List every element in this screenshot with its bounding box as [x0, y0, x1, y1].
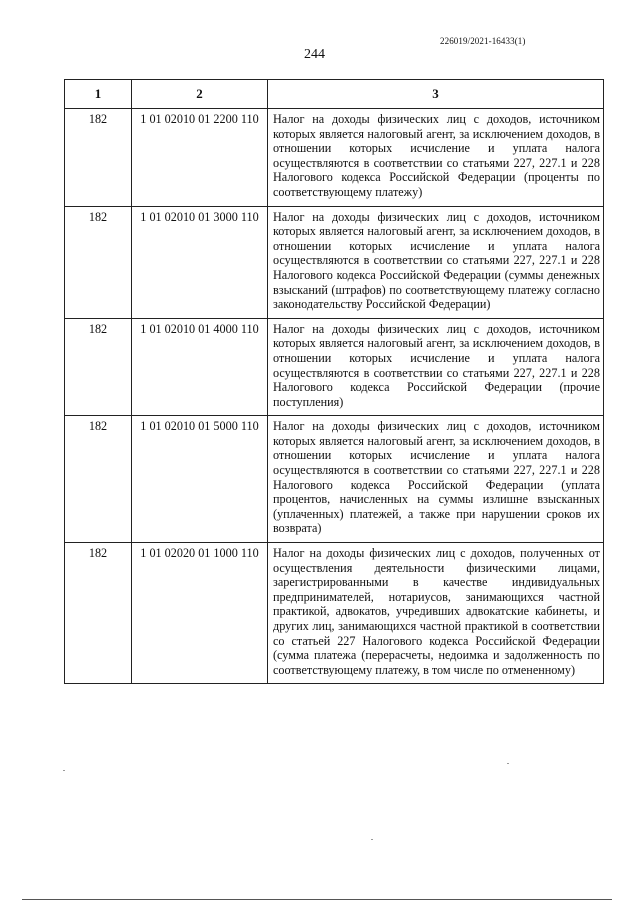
admin-code-cell: 182 [65, 318, 132, 416]
budget-classification-code-cell: 1 01 02010 01 5000 110 [132, 416, 268, 543]
scan-speck [371, 839, 373, 840]
table-row [65, 318, 604, 416]
budget-classification-code-cell: 1 01 02010 01 4000 110 [132, 318, 268, 416]
admin-code-cell: 182 [65, 543, 132, 684]
table-row [65, 109, 604, 207]
revenue-description-cell: Налог на доходы физических лиц с доходов, источником которых является налоговый агент, за исключением доходов, в отношении которых исчисление и уплата налога осуществляются в соответствии со статьями 227, 227.1 и 228 Налогового кодекса Российской Федерации (суммы денежных взысканий (штрафов) по соответствующему платежу согласно законодательству Российской Федерации) [268, 206, 604, 318]
scan-edge-line [22, 899, 612, 900]
revenue-description-cell: Налог на доходы физических лиц с доходов, полученных от осуществления деятельности физическими лицами, зарегистрированными в качестве индивидуальных предпринимателей, нотариусов, занимающихся частной практикой, адвокатов, учредивших адвокатские кабинеты, и других лиц, занимающихся частной практикой в соответствии со статьей 227 Налогового кодекса Российской Федерации (сумма платежа (перерасчеты, недоимка и задолженность по соответствующему платежу, в том числе по отмененному) [268, 543, 604, 684]
scan-speck [63, 770, 65, 771]
revenue-description-cell: Налог на доходы физических лиц с доходов, источником которых является налоговый агент, за исключением доходов, в отношении которых исчисление и уплата налога осуществляются в соответствии со статьями 227, 227.1 и 228 Налогового кодекса Российской Федерации (прочие поступления) [268, 318, 604, 416]
revenue-description-cell: Налог на доходы физических лиц с доходов, источником которых является налоговый агент, за исключением доходов, в отношении которых исчисление и уплата налога осуществляются в соответствии со статьями 227, 227.1 и 228 Налогового кодекса Российской Федерации (проценты по соответствующему платежу) [268, 109, 604, 207]
table-row [65, 206, 604, 318]
page-number: 244 [304, 47, 325, 62]
revenue-description-cell: Налог на доходы физических лиц с доходов, источником которых является налоговый агент, за исключением доходов, в отношении которых исчисление и уплата налога осуществляются в соответствии со статьями 227, 227.1 и 228 Налогового кодекса Российской Федерации (уплата процентов, начисленных на суммы излишне взысканных (уплаченных) платежей, а также при нарушении сроков их возврата) [268, 416, 604, 543]
admin-code-cell: 182 [65, 109, 132, 207]
document-registration-number: 226019/2021-16433(1) [440, 36, 526, 46]
budget-classification-code-cell: 1 01 02020 01 1000 110 [132, 543, 268, 684]
revenue-codes-table [64, 79, 604, 684]
budget-classification-code-cell: 1 01 02010 01 2200 110 [132, 109, 268, 207]
table-row [65, 543, 604, 684]
table-row [65, 416, 604, 543]
scan-speck [507, 763, 509, 764]
table-header-row [65, 80, 604, 109]
budget-classification-code-cell: 1 01 02010 01 3000 110 [132, 206, 268, 318]
column-header-3: 3 [268, 80, 604, 109]
admin-code-cell: 182 [65, 416, 132, 543]
admin-code-cell: 182 [65, 206, 132, 318]
column-header-1: 1 [65, 80, 132, 109]
column-header-2: 2 [132, 80, 268, 109]
